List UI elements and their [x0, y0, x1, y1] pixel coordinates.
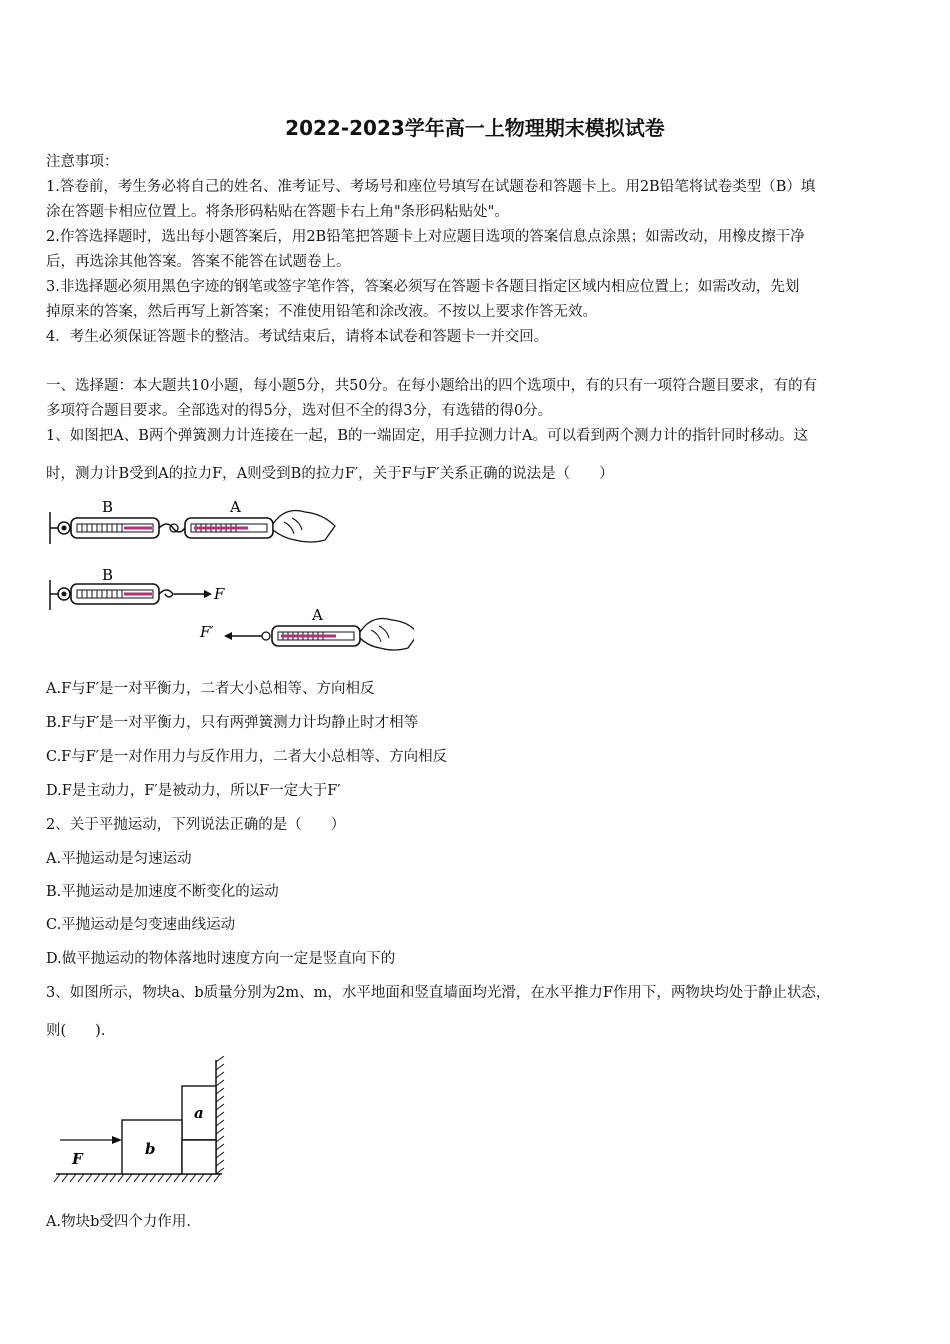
- question-3-stem: 则( ).: [46, 1023, 106, 1039]
- notice-line: 涂在答题卡相应位置上。将条形码粘贴在答题卡右上角"条形码粘贴处"。: [46, 204, 509, 220]
- label-block-b: b: [145, 1140, 156, 1158]
- question-2-option-b: B.平抛运动是加速度不断变化的运动: [46, 884, 279, 900]
- notice-line: 1.答卷前，考生务必将自己的姓名、准考证号、考场号和座位号填写在试题卷和答题卡上。用2B铅笔将试卷类型（B）填: [46, 179, 816, 195]
- question-1-option-d: D.F是主动力，F′是被动力，所以F一定大于F′: [46, 783, 341, 799]
- question-2-stem: 2、关于平抛运动，下列说法正确的是（ ）: [46, 817, 346, 833]
- notice-line: 掉原来的答案，然后再写上新答案；不准使用铅笔和涂改液。不按以上要求作答无效。: [46, 304, 597, 320]
- notice-line: 2.作答选择题时，选出每小题答案后，用2B铅笔把答题卡上对应题目选项的答案信息点涂黑；如需改动，用橡皮擦干净: [46, 229, 805, 245]
- section-instructions: 一、选择题：本大题共10小题，每小题5分，共50分。在每小题给出的四个选项中，有的只有一项符合题目要求，有的有: [46, 378, 818, 394]
- label-force-f: F: [72, 1150, 83, 1168]
- notice-line: 4．考生必须保证答题卡的整洁。考试结束后，请将本试卷和答题卡一并交回。: [46, 329, 549, 345]
- question-1-option-a: A.F与F′是一对平衡力，二者大小总相等、方向相反: [46, 681, 375, 697]
- question-1-option-b: B.F与F′是一对平衡力，只有两弹簧测力计均静止时才相等: [46, 715, 419, 731]
- page-title: 2022-2023学年高一上物理期末模拟试卷: [285, 116, 665, 140]
- question-2-option-a: A.平抛运动是匀速运动: [46, 851, 192, 867]
- notice-line: 3.非选择题必须用黑色字迹的钢笔或签字笔作答，答案必须写在答题卡各题目指定区域内相应位置上；如需改动，先划: [46, 279, 800, 295]
- label-b-top: B: [102, 498, 114, 516]
- label-a-bottom: A: [312, 606, 323, 624]
- blocks-figure: [52, 1056, 242, 1192]
- notice-line: 后，再选涂其他答案。答案不能答在试题卷上。: [46, 254, 351, 270]
- question-1-option-c: C.F与F′是一对作用力与反作用力，二者大小总相等、方向相反: [46, 749, 448, 765]
- question-1-stem: 1、如图把A、B两个弹簧测力计连接在一起，B的一端固定，用手拉测力计A。可以看到两个测力计的指针同时移动。这: [46, 428, 808, 444]
- question-2-option-d: D.做平抛运动的物体落地时速度方向一定是竖直向下的: [46, 951, 396, 967]
- label-b-middle: B: [102, 566, 114, 584]
- question-2-option-c: C.平抛运动是匀变速曲线运动: [46, 917, 236, 933]
- question-1-stem: 时，测力计B受到A的拉力F，A则受到B的拉力F′，关于F与F′关系正确的说法是（ ）: [46, 466, 614, 482]
- spring-scale-figure: [44, 494, 414, 658]
- label-block-a: a: [194, 1104, 204, 1122]
- notice-heading: 注意事项：: [46, 154, 119, 170]
- label-a-top: A: [230, 498, 241, 516]
- label-f-prime: F′: [200, 623, 214, 641]
- question-3-option-a: A.物块b受四个力作用.: [46, 1214, 191, 1230]
- label-f: F: [214, 585, 225, 603]
- section-instructions: 多项符合题目要求。全部选对的得5分，选对但不全的得3分，有选错的得0分。: [46, 403, 553, 419]
- question-3-stem: 3、如图所示，物块a、b质量分别为2m、m，水平地面和竖直墙面均光滑，在水平推力F作用下，两物块均处于静止状态，: [46, 985, 831, 1001]
